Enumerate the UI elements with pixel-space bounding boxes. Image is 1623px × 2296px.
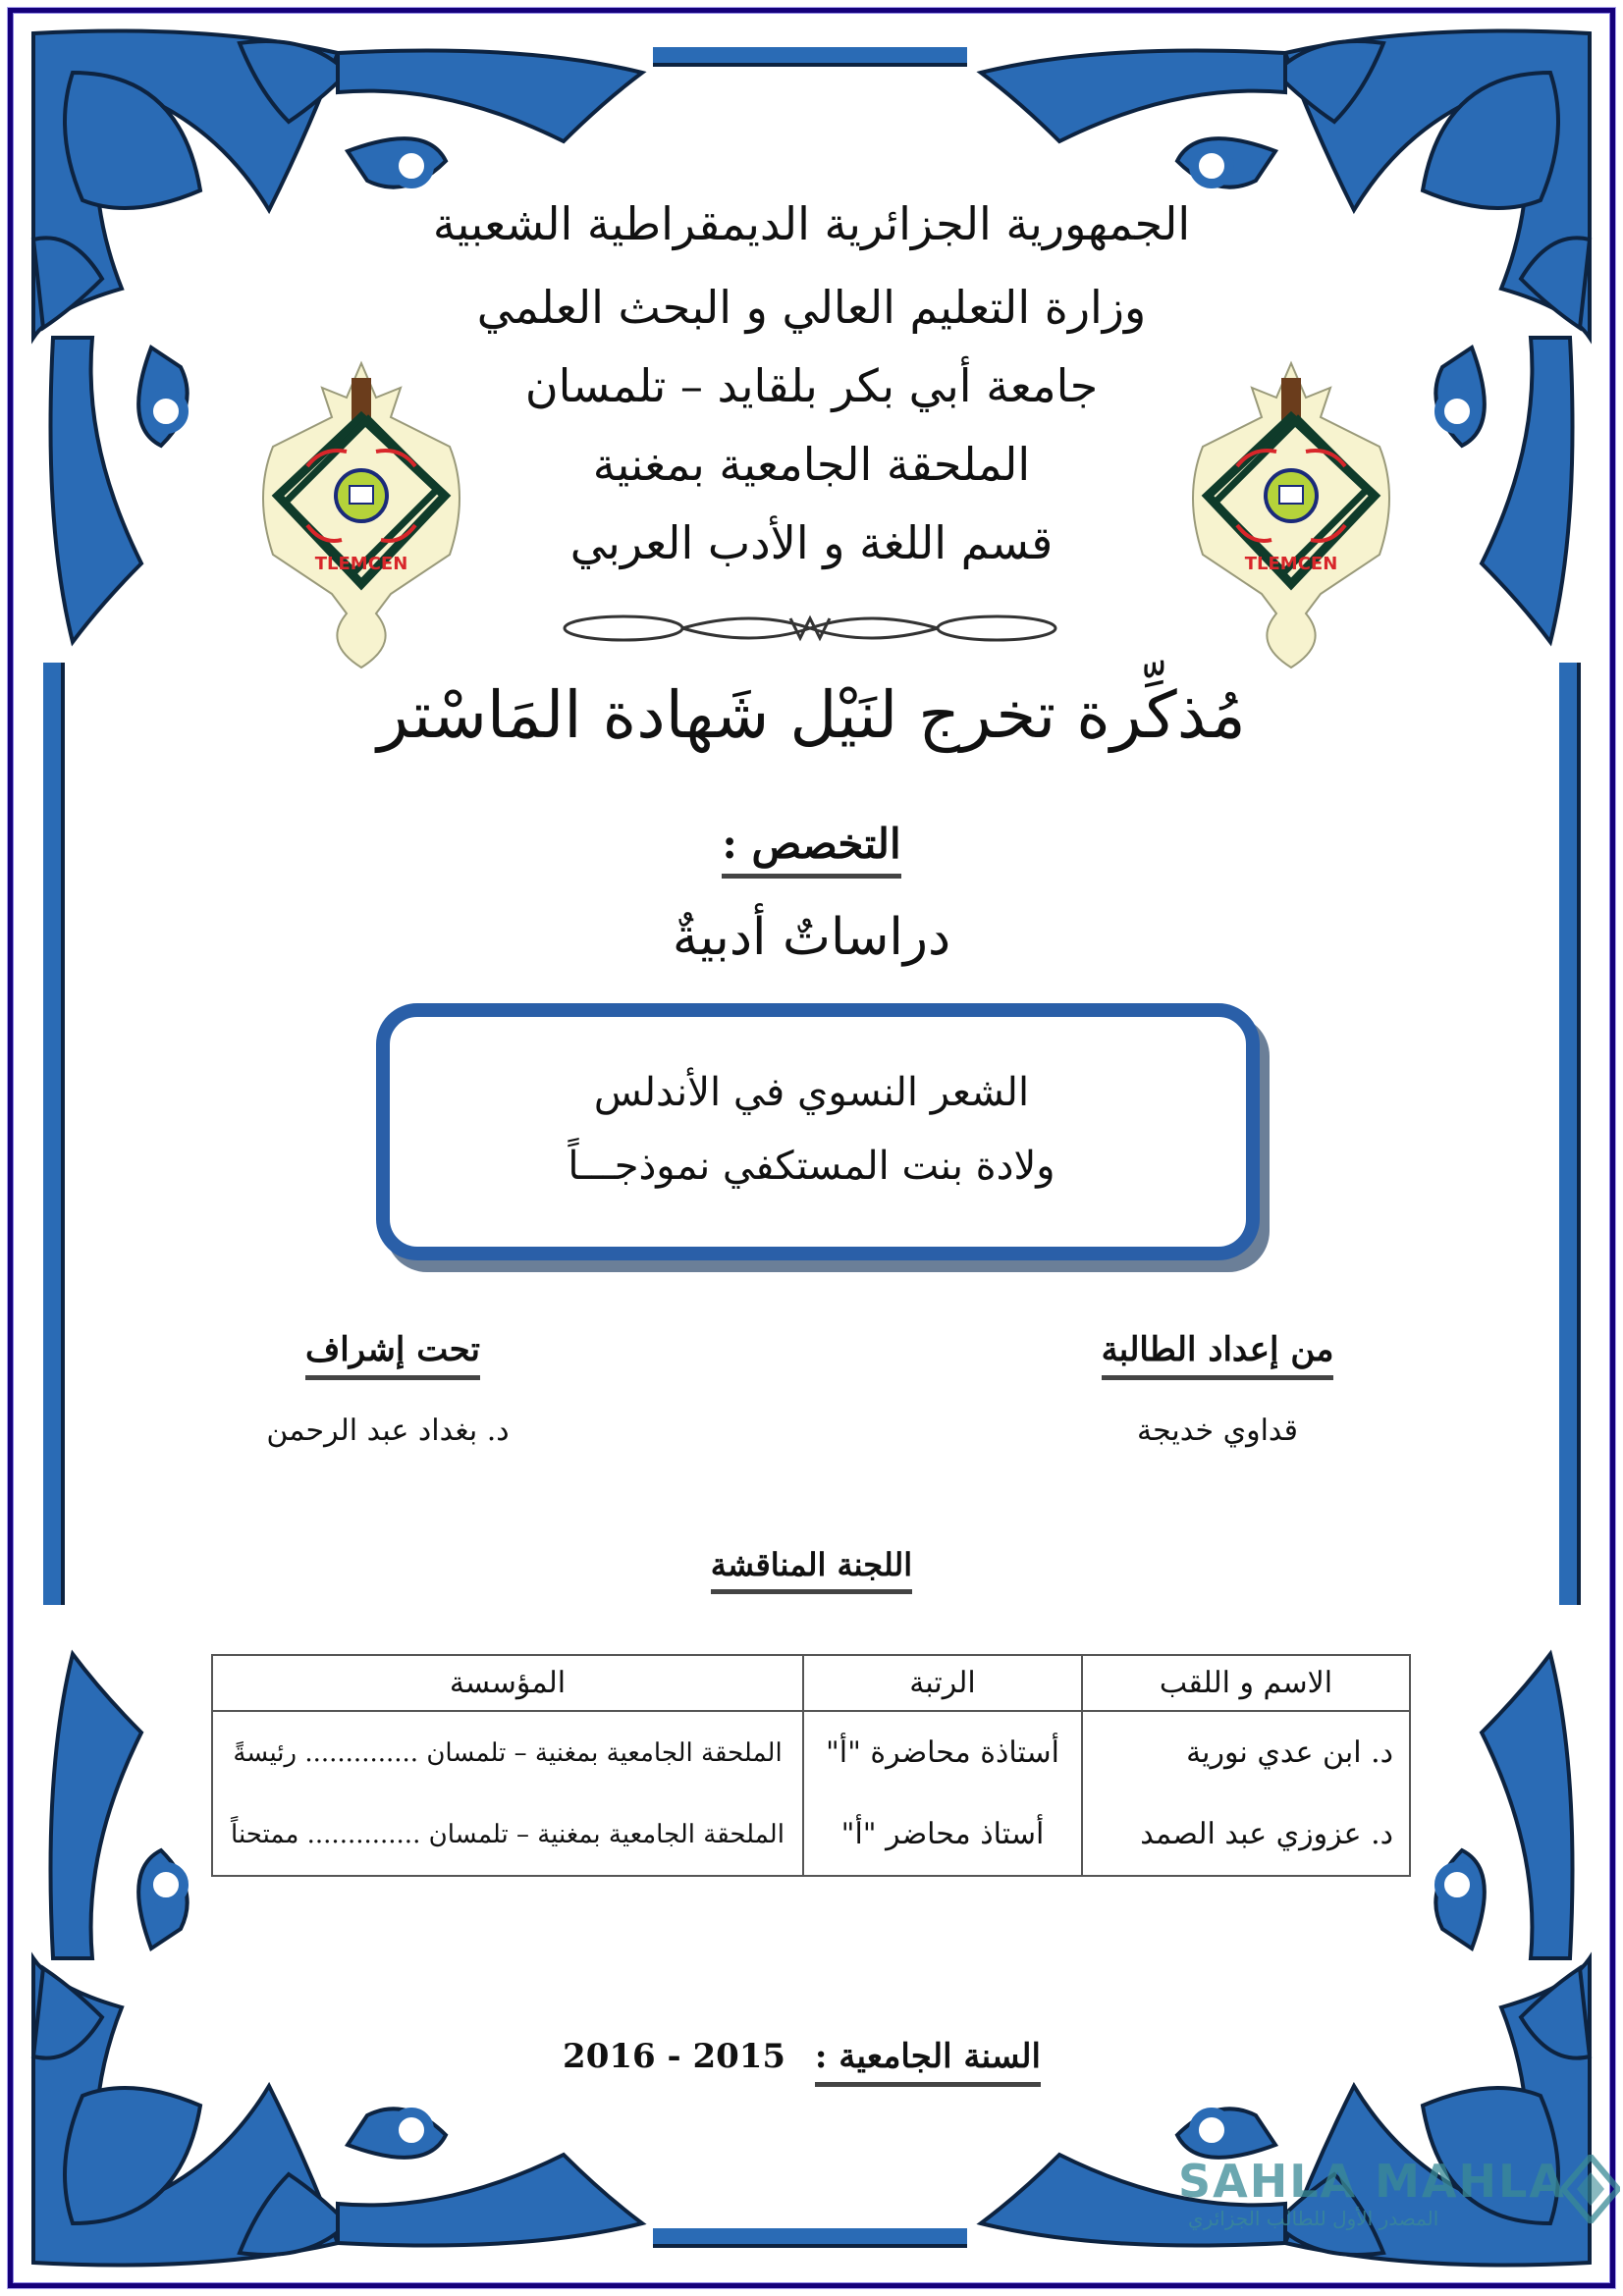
member-institution: الملحقة الجامعية بمغنية – تلمسان .............. ممتحناً [212,1793,803,1876]
university-logo-right-icon [1183,358,1399,672]
column-header-rank: الرتبة [803,1655,1082,1711]
department-line: قسم اللغة و الأدب العربي [569,516,1054,569]
member-rank: أستاذة محاضرة "أ" [803,1711,1082,1793]
watermark-logo-icon [1561,2155,1620,2223]
column-header-name: الاسم و اللقب [1082,1655,1410,1711]
specialty-value: دراساتٌ أدبيةٌ [672,908,951,967]
thesis-title-line-2: ولادة بنت المستكفي نموذجـــاً [568,1144,1055,1189]
thesis-title-box [376,1003,1260,1260]
university-line: جامعة أبي بكر بلقايد – تلمسان [524,359,1099,412]
academic-year-label: السنة الجامعية : [815,2037,1041,2087]
republic-line: الجمهورية الجزائرية الديمقراطية الشعبية [432,197,1191,250]
academic-year [563,2037,1041,2087]
ministry-line: وزارة التعليم العالي و البحث العلمي [476,281,1147,334]
column-header-institution: المؤسسة [212,1655,803,1711]
student-label: من إعداد الطالبة [1102,1330,1334,1380]
table-row [212,1711,1410,1793]
member-name: د. ابن عدي نورية [1082,1711,1410,1793]
watermark-tagline: المصدر الأول للطالب الجزائري [1188,2207,1439,2230]
left-border-bar [43,663,65,1605]
member-rank: أستاذ محاضر "أ" [803,1793,1082,1876]
supervisor-label: تحت إشراف [305,1330,480,1380]
university-logo-left-icon [253,358,469,672]
student-label-wrap [1100,1330,1335,1380]
svg-text:TLEMCEN: TLEMCEN [1244,554,1338,574]
committee-table-header [212,1655,1410,1711]
annex-line: الملحقة الجامعية بمغنية [592,438,1031,491]
right-border-bar [1559,663,1581,1605]
svg-text:TLEMCEN: TLEMCEN [314,554,408,574]
supervisor-name: د. بغداد عبد الرحمن [266,1414,510,1448]
thesis-title-line-1: الشعر النسوي في الأندلس [593,1070,1030,1115]
watermark-brand: SAHLA MAHLA [1178,2155,1566,2208]
committee-heading: اللجنة المناقشة [711,1546,912,1594]
member-name: د. عزوزي عبد الصمد [1082,1793,1410,1876]
committee-heading-wrap [0,1546,1623,1594]
flourish-divider-icon [555,604,1065,653]
committee-table [211,1654,1411,1877]
bottom-border-bar [653,2228,967,2248]
member-institution: الملحقة الجامعية بمغنية – تلمسان .............. رئيسةً [212,1711,803,1793]
supervisor-label-wrap [290,1330,496,1380]
table-row [212,1793,1410,1876]
academic-year-value: 2016 - 2015 [563,2037,786,2076]
student-name: قداوي خديجة [1136,1414,1299,1448]
thesis-type-title: مُذكِّرة تخرج لنَيْل شَهادة المَاسْتر [377,677,1246,753]
top-border-bar [653,47,967,67]
specialty-label: التخصص : [722,820,900,879]
specialty-label-wrap [0,820,1623,879]
